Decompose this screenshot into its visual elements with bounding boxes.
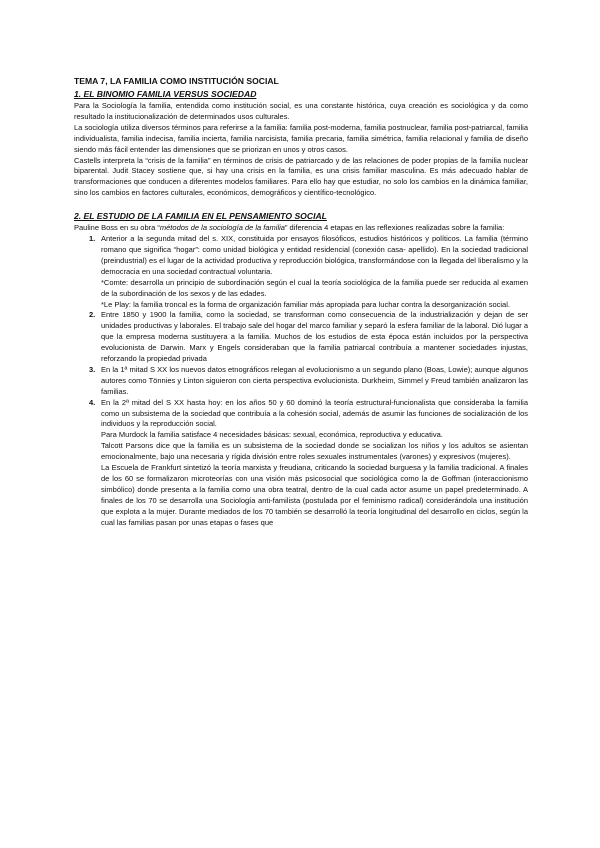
intro-text-after: ” diferencia 4 etapas en las reflexiones realizadas sobre la familia:	[284, 223, 505, 233]
list-item-text: Anterior a la segunda mitad del s. XIX, constituida por ensayos filosóficos, estudios históricos y políticos. La familia (término romano que significa “hogar”: como unidad biológica y entidad residencial (conexión casa- apellido). En la sociedad tradicional (preindustrial) es el lugar de la actividad productiva y reproducción biológica, transformándose con la llegada del liberalismo y la democracia en una sociedad contractual voluntaria.	[101, 234, 528, 276]
list-number: 4.	[89, 397, 96, 407]
section1-paragraph: La sociología utiliza diversos términos para referirse a la familia: familia post-moderna, familia postnuclear, familia post-patriarcal, familia individualista, familia indecisa, familia incierta, familia narcisista, familia precaria, familia simétrica, familia relacional y familia de diseño siendo más fácil entender las dimensiones que se priorizan en unos y otros casos.	[74, 122, 528, 154]
list-item-text: En la 2ª mitad del S XX hasta hoy: en los años 50 y 60 dominó la teoría estructural-funcionalista que consideraba la familia como un subsistema de la sociedad que contribuía a la cohesión social, además de asumir las funciones de socialización de los individuos y la reproducción social.	[101, 397, 528, 429]
cited-work-title: métodos de la sociología de la familia	[159, 223, 285, 233]
list-item-text: Para Murdock la familia satisface 4 necesidades básicas: sexual, económica, reproductiva y educativa.	[101, 430, 443, 440]
list-item	[74, 234, 528, 310]
list-item-text: Entre 1850 y 1900 la familia, como la sociedad, se transforman como consecuencia de la industrialización y dejan de ser unidades productivas y laborales. El trabajo sale del hogar del marco familiar y separó la esfera familiar de la laboral. Dió lugar a que la empresa moderna sustituyera a la familia. Muchos de los estudios de esta época están incluidos por la perspectiva evolucionista de Darwin. Marx y Engels consideraban que la familia patriarcal contribuía a mantener sociedades injustas, reforzando la propiedad privada	[101, 310, 528, 364]
list-number: 2.	[89, 310, 96, 320]
stages-list	[74, 234, 528, 528]
section1-paragraph: Castells interpreta la “crisis de la familia” en términos de crisis de patriarcado y de las relaciones de poder propias de la familia nuclear biparental. Judit Stacey sostiene que, si hay una crisis en la familia, es una crisis familiar masculina. Es más adecuado hablar de transformaciones que conducen a diferentes modelos familiares. Para ello hay que estudiar, no solo los cambios en la dinámica familiar, sino los cambios en factores culturales, económicos, demográficos y científico-tecnológico.	[74, 155, 528, 198]
list-item-text: La Escuela de Frankfurt sintetizó la teoría marxista y freudiana, criticando la sociedad burguesa y la familia tradicional. A finales de los 60 se formalizaron microteorías con una visión más psicosocial que sociológica como la de Goffman (interaccionismo simbólico) donde presenta a la familia como una obra teatral, dentro de la cual cada actor asume un papel predeterminado. A finales de los 70 se desarrolla una Sociología anti-familista (postulada por el feminismo radical) considerándola una institución que explota a la mujer. Durante mediados de los 70 también se desarrolló la teoría longitudinal del desarrollo en ciclos, según la cual las familias pasan por unas etapas o fases que	[101, 463, 528, 527]
list-item	[74, 398, 528, 529]
list-item-note: *Comte: desarrolla un principio de subordinación según el cual la teoría sociológica de la familia puede ser reducida al examen de la subordinación de los sexos y de las edades.	[101, 277, 528, 298]
list-item-text: En la 1ª mitad S XX los nuevos datos etnográficos relegan al evolucionismo a un segundo plano (Boas, Lowie); aunque algunos autores como Tönnies y Linton siguieron con cierta perspectiva evolucionista. Durkheim, Simmel y Freud también analizaron las familias.	[101, 364, 528, 396]
list-item-note: *Le Play: la familia troncal es la forma de organización familiar más apropiada para luchar contra la desorganización social.	[101, 299, 510, 309]
document-page	[74, 76, 528, 529]
list-number: 3.	[89, 364, 96, 374]
section1-heading: 1. EL BINOMIO FAMILIA VERSUS SOCIEDAD	[74, 89, 257, 99]
section1-paragraph: Para la Sociología la familia, entendida como institución social, es una constante histórica, cuya creación es sociológica y da como resultado la institucionalización de determinados usos culturales.	[74, 101, 528, 121]
section2-heading: 2. EL ESTUDIO DE LA FAMILIA EN EL PENSAMIENTO SOCIAL	[74, 211, 327, 222]
intro-text-before: Pauline Boss en su obra “	[74, 223, 160, 233]
list-item	[74, 365, 528, 398]
list-item	[74, 310, 528, 365]
list-item-text: Talcott Parsons dice que la familia es un subsistema de la sociedad donde se socializan los niños y los adultos se asientan emocionalmente, bajo una necesaria y rígida división entre roles sexuales instrumentales (varones) y expresivos (mujeres).	[101, 441, 528, 462]
document-title: TEMA 7, LA FAMILIA COMO INSTITUCIÓN SOCIAL	[74, 76, 279, 86]
section2-intro	[74, 223, 528, 234]
list-number: 1.	[89, 234, 96, 244]
